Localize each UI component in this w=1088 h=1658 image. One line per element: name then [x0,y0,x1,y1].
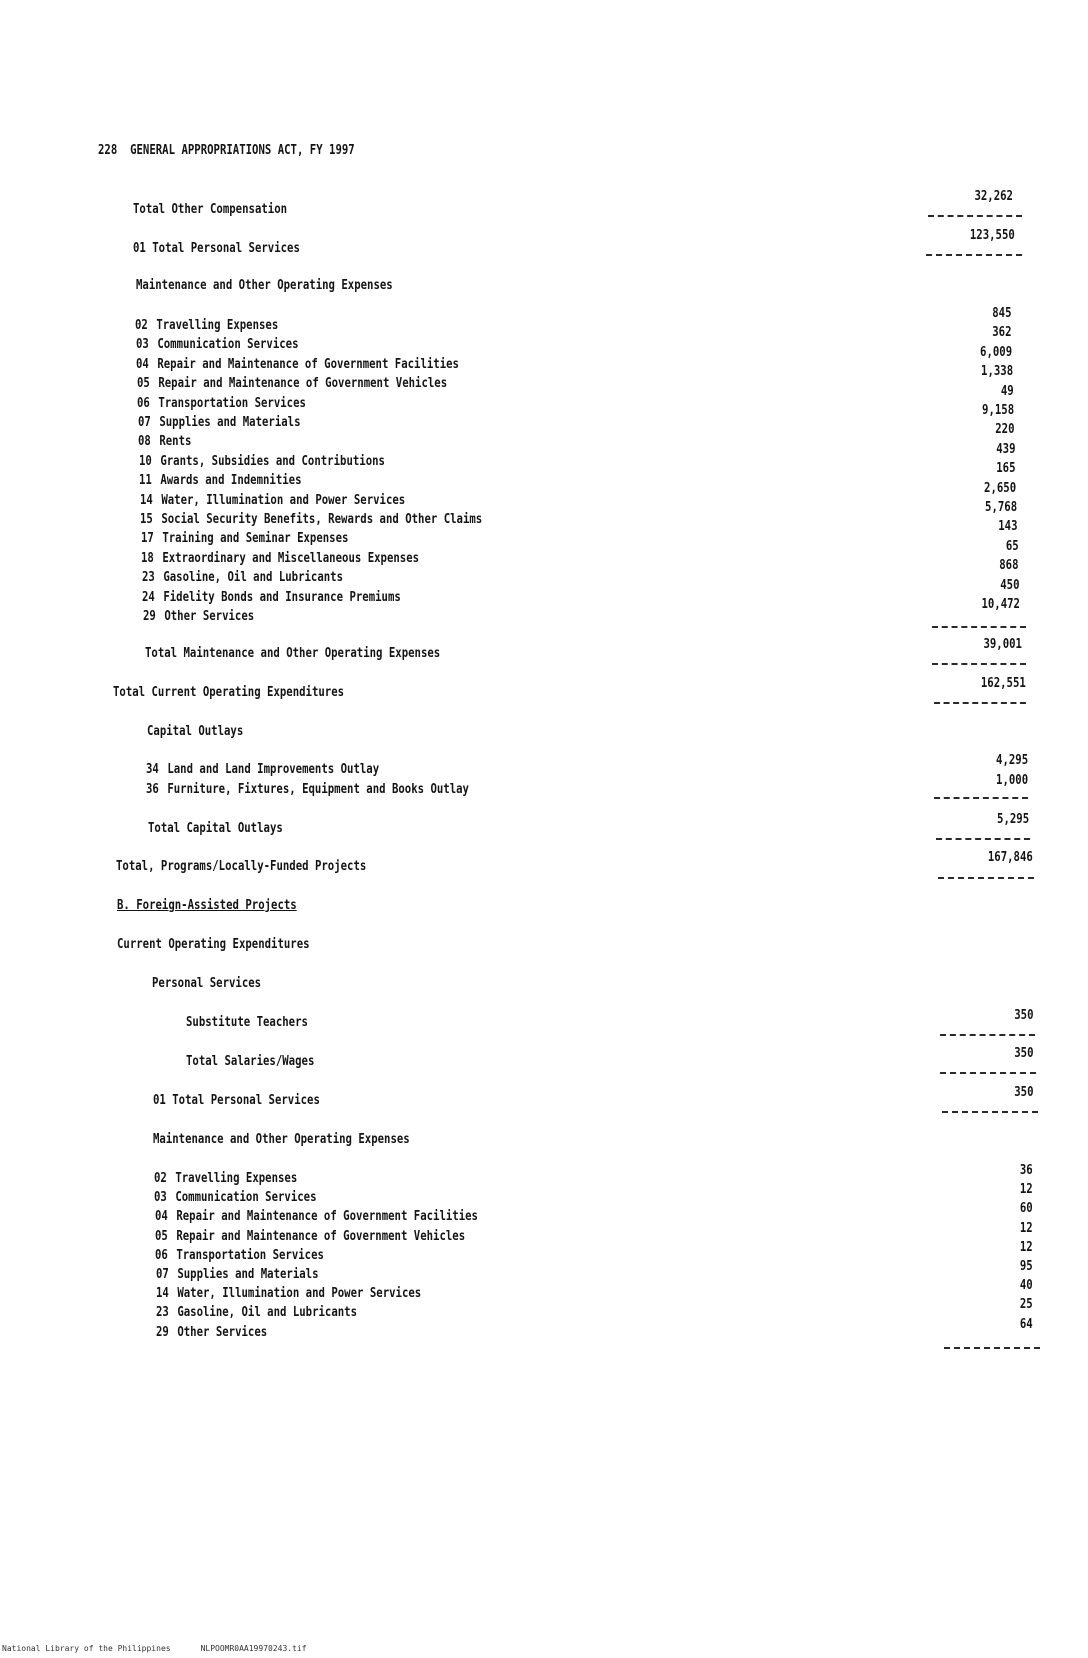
line-item [142,590,401,606]
object-code: 05 [154,1228,168,1244]
personal-services-heading: Personal Services [152,976,262,991]
line-item [137,376,447,392]
subtotal-rule [940,1072,1036,1074]
current-operating-heading: Current Operating Expenditures [117,937,310,952]
line-item-amount: 9,158 [981,403,1014,418]
total-mooe-label: Total Maintenance and Other Operating Expenses [145,646,441,661]
object-code: 36 [146,781,159,797]
line-item-label: Awards and Indemnities [160,473,302,489]
object-code: 17 [140,531,154,547]
line-item-label: Grants, Subsidies and Contributions [159,453,385,469]
object-code: 23 [141,570,155,586]
line-item-amount: 49 [1000,383,1014,399]
subtotal-rule [944,1347,1040,1349]
substitute-teachers-amount: 350 [1013,1008,1033,1023]
line-item [154,1171,297,1187]
line-item-label: Other Services [163,609,254,624]
line-item-label: Travelling Expenses [156,318,279,333]
line-item-amount: 6,009 [980,344,1013,360]
line-item [139,454,385,470]
line-item-label: Gasoline, Oil and Lubricants [162,570,343,586]
line-item-label: Travelling Expenses [175,1171,298,1186]
mooe-heading: Maintenance and Other Operating Expenses [136,278,393,293]
line-item-label: Repair and Maintenance of Government Vehicles [176,1228,466,1244]
subtotal-rule [940,1034,1035,1036]
line-item [156,1286,421,1302]
total-programs-label: Total, Programs/Locally-Funded Projects [116,859,367,874]
line-item [140,493,405,509]
line-item [156,1267,319,1283]
line-item [140,512,482,528]
line-item-amount: 60 [1020,1201,1033,1217]
object-code: 23 [156,1305,169,1321]
line-item-label: Fidelity Bonds and Insurance Premiums [163,589,401,605]
line-item [156,1325,267,1341]
line-item [138,415,301,431]
object-code: 18 [141,550,154,566]
object-code: 07 [137,415,151,430]
footer-library: National Library of the Philippines [2,1644,171,1653]
total-other-compensation-amount: 32,262 [974,189,1013,204]
object-code: 24 [142,589,155,605]
object-code: 08 [138,434,151,450]
line-item-amount: 64 [1020,1316,1033,1332]
line-item-amount: 2,650 [984,480,1017,496]
object-code: 34 [146,762,159,777]
line-item-label: Social Security Benefits, Rewards and Other Claims [161,512,483,527]
object-code: 15 [140,512,153,527]
total-personal-services-amount: 123,550 [970,228,1015,243]
object-code: 04 [136,356,149,372]
line-item-amount: 65 [1005,538,1019,554]
object-code: 04 [154,1209,168,1225]
line-item-amount: 95 [1020,1259,1033,1274]
total-programs-amount: 167,846 [988,850,1033,865]
line-item [146,762,379,778]
line-item-label: Extraordinary and Miscellaneous Expenses [162,550,420,566]
object-code: 29 [156,1324,170,1340]
subtotal-rule [932,626,1026,628]
line-item [141,551,419,567]
line-item [136,357,459,373]
line-item [141,531,348,547]
line-item-amount: 40 [1020,1278,1033,1294]
object-code: 07 [155,1267,169,1282]
object-code: 06 [155,1247,169,1263]
b-mooe-heading: Maintenance and Other Operating Expenses [153,1132,410,1147]
total-rule [926,254,1022,256]
line-item [142,570,343,586]
page-number: 228 [98,143,118,158]
total-rule [932,663,1026,665]
line-item-amount: 12 [1020,1182,1033,1198]
subtotal-rule [934,797,1028,799]
line-item [155,1209,478,1225]
line-item-amount: 10,472 [981,597,1020,612]
line-item [137,396,306,412]
total-current-operating-amount: 162,551 [981,676,1026,691]
object-code: 11 [139,473,152,489]
line-item [138,434,191,450]
subtotal-rule [928,215,1022,217]
capital-outlays-heading: Capital Outlays [147,724,244,739]
line-item-label: Land and Land Improvements Outlay [167,762,380,777]
line-item-amount: 4,295 [995,753,1028,768]
line-item [156,1305,357,1321]
line-item-label: Water, Illumination and Power Services [160,492,405,508]
object-code: 29 [142,609,156,624]
line-item [143,609,254,625]
line-item [135,318,278,334]
line-item-label: Supplies and Materials [176,1267,319,1282]
object-code: 14 [155,1286,169,1302]
substitute-teachers-label: Substitute Teachers [186,1015,308,1030]
line-item [155,1248,324,1264]
line-item [155,1229,465,1245]
line-item-amount: 12 [1020,1239,1033,1255]
object-code: 03 [135,337,149,353]
object-code: 03 [154,1190,168,1206]
line-item-label: Repair and Maintenance of Government Facilities [157,356,459,372]
line-item-label: Repair and Maintenance of Government Facilities [175,1209,478,1225]
b-total-personal-services-amount: 350 [1013,1085,1033,1100]
total-capital-amount: 5,295 [996,812,1029,827]
total-other-compensation-label: Total Other Compensation [133,202,288,217]
total-rule [936,838,1030,840]
object-code: 14 [139,492,153,508]
grand-total-rule [938,877,1034,879]
line-item-amount: 165 [996,461,1016,477]
line-item-label: Training and Seminar Expenses [161,531,348,547]
line-item-label: Furniture, Fixtures, Equipment and Books Outlay [167,781,469,797]
line-item [154,1190,317,1206]
line-item-amount: 143 [998,519,1018,535]
object-code: 06 [137,395,150,411]
line-item-amount: 439 [995,441,1016,457]
page-title: GENERAL APPROPRIATIONS ACT, FY 1997 [130,143,355,158]
page-header [98,143,355,159]
line-item-amount: 12 [1020,1220,1033,1236]
line-item-label: Water, Illumination and Power Services [177,1286,422,1302]
line-item-label: Transportation Services [176,1247,325,1263]
object-code: 02 [135,318,148,333]
b-total-personal-services-code: 01 [153,1093,166,1108]
line-item-label: Transportation Services [158,395,306,411]
line-item-amount: 36 [1020,1163,1033,1178]
total-personal-services-row [133,241,300,257]
total-personal-services-code: 01 [133,241,146,256]
line-item-amount: 1,000 [995,772,1028,788]
total-rule [934,702,1026,704]
object-code: 02 [154,1171,167,1186]
line-item-amount: 362 [992,325,1012,341]
line-item-amount: 25 [1020,1297,1033,1313]
line-item-amount: 220 [995,422,1015,438]
b-total-personal-services-row [153,1093,320,1109]
line-item [136,337,299,353]
object-code: 10 [138,453,152,469]
line-item-label: Communication Services [175,1190,317,1206]
line-item [139,473,302,489]
total-mooe-amount: 39,001 [983,637,1022,652]
b-total-personal-services-label: Total Personal Services [172,1093,320,1108]
footer-file: NLPOOMR0AA19970243.tif [200,1644,307,1653]
line-item-amount: 450 [1000,577,1020,593]
total-salaries-label: Total Salaries/Wages [186,1054,315,1069]
line-item-label: Gasoline, Oil and Lubricants [177,1305,358,1321]
line-item-label: Supplies and Materials [158,415,301,430]
total-rule [942,1111,1038,1113]
line-item-label: Rents [159,434,192,450]
object-code: 05 [136,376,150,392]
line-item [146,782,469,798]
line-item-label: Communication Services [156,337,299,353]
total-salaries-amount: 350 [1013,1046,1033,1061]
total-capital-label: Total Capital Outlays [148,821,283,836]
total-personal-services-label: Total Personal Services [152,241,300,256]
section-b-heading: B. Foreign-Assisted Projects [117,898,297,913]
line-item-amount: 868 [999,558,1019,574]
line-item-amount: 5,768 [984,500,1017,515]
line-item-label: Other Services [177,1324,268,1340]
line-item-amount: 1,338 [980,364,1013,380]
total-current-operating-label: Total Current Operating Expenditures [113,685,345,700]
line-item-label: Repair and Maintenance of Government Vehicles [157,376,447,392]
line-item-amount: 845 [991,306,1011,321]
scan-footer [2,1644,337,1653]
